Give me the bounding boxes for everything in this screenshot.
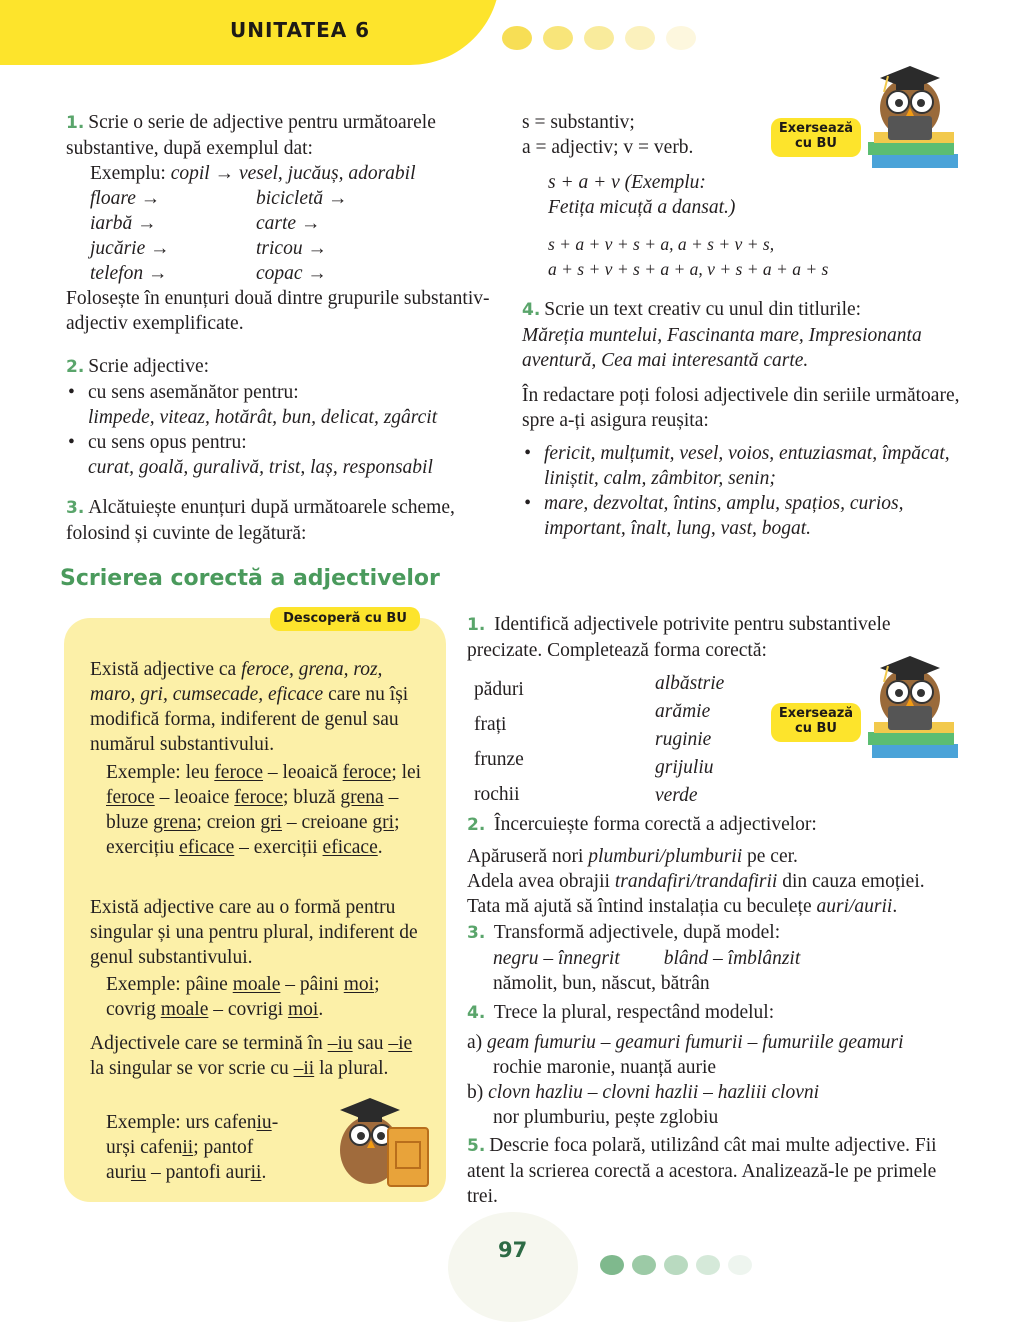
right-exercise-4: 4. Trece la plural, respectând modelul: a) geam fumuriu – geamuri fumurii – fumuriile geamuri rochie maronie, nuanță aurie b) clovn hazliu – clovni hazlii – hazliii clovni nor plumburiu, pește zglobiu [467, 1002, 904, 1128]
page-number: 97 [498, 1238, 528, 1262]
noun-item: iarbă → [90, 213, 157, 234]
exercise-number: 3. [66, 498, 85, 518]
exercise-number: 1. [66, 113, 85, 133]
word-list: limpede, viteaz, hotărât, bun, delicat, zgârcit [88, 407, 438, 428]
footer-dot-5 [728, 1255, 752, 1275]
exercise-text: Scrie adjective: [88, 356, 210, 377]
example-label: Exemplu: [90, 163, 166, 184]
exercise-hint: În redactare poți folosi adjectivele din seriile următoare, spre a-ți asigura reușita: [522, 385, 960, 431]
exercise-4 [522, 297, 962, 541]
adjective-column: albăstrie arămie ruginie grijuliu verde [655, 673, 725, 806]
title-list: Măreția muntelui, Fascinanta mare, Impresionanta aventură, Cea mai interesantă carte. [522, 325, 922, 371]
owl-book-icon [330, 1090, 435, 1196]
noun-item: bicicletă → [256, 188, 348, 209]
bullet-item: • cu sens opus pentru: [66, 430, 496, 455]
footer-dot-2 [632, 1255, 656, 1275]
header-dot-1 [502, 26, 532, 50]
adjective-series: • fericit, mulțumit, vesel, voios, entuziasmat, împăcat, liniștit, calm, zâmbitor, senin; [522, 441, 962, 491]
discover-examples-1: Exemple: leu feroce – leoaică feroce; lei feroce – leoaice feroce; bluză grena – bluze grena; creion gri – creioane gri; exercițiu eficace – exerciții eficace. [106, 762, 422, 858]
discover-paragraph-3: Adjectivele care se termină în –iu sau –ie la singular se vor scrie cu –ii la plural. [90, 1033, 413, 1079]
owl-laptop-icon [858, 652, 968, 764]
right-exercise-3: 3. Transformă adjectivele, după model: negru – înnegrit blând – îmblânzit nămolit, bun, născut, bătrân [467, 922, 801, 994]
adjective-series: • mare, dezvoltat, întins, amplu, spațios, curios, important, înalt, lung, vast, bogat. [522, 491, 962, 541]
exercise-text: Identifică adjectivele potrivite pentru substantivele precizate. Completează forma corectă: [467, 614, 891, 661]
scheme-list: s + a + v + s + a, a + s + v + s, a + s + v + s + a + a, v + s + a + a + s [548, 234, 829, 279]
word-list: curat, goală, guralivă, trist, laș, responsabil [88, 457, 433, 478]
noun-item: tricou → [256, 238, 327, 259]
noun-item: telefon → [90, 263, 168, 284]
scheme-legend: s = substantiv; a = adjectiv; v = verb. [522, 112, 694, 158]
discover-examples-3: Exemple: urs cafeniu- urși cafenii; pantof auriu – pantofi aurii. [106, 1112, 279, 1183]
noun-item: jucărie → [90, 238, 170, 259]
noun-column: păduri frați frunze rochii [474, 679, 524, 805]
exercise-number: 1. [467, 615, 486, 635]
exercise-3 [66, 495, 486, 546]
scheme-example: s + a + v (Exemplu: Fetița micuță a dansat.) [548, 172, 736, 218]
footer-dot-4 [696, 1255, 720, 1275]
section-heading: Scrierea corectă a adjectivelor [60, 566, 440, 591]
owl-laptop-icon [858, 62, 968, 174]
right-exercise-2: 2. Încercuiește forma corectă a adjectivelor: Apăruseră nori plumburi/plumburii pe cer. Adela avea obrajii trandafiri/trandafirii din cauza emoției. Tata mă ajută să întind instalația cu beculețe auri/aurii. [467, 814, 925, 917]
exercise-number: 2. [66, 357, 85, 377]
exercise-1: 1. Scrie o serie de adjective pentru următoarele substantive, după exemplul dat: Exemplu: copil → vesel, jucăuș, adorabil floare → iarbă → jucărie → telefon → bicicletă → carte → tricou → copac → Folosește în enunțuri două dintre grupurile substantiv-adjectiv exemplificate. [66, 110, 496, 336]
exercise-text: Scrie o serie de adjective pentru următoarele substantive, după exemplul dat: [66, 112, 436, 159]
header-dot-3 [584, 26, 614, 50]
unit-title: UNITATEA 6 [230, 18, 371, 42]
noun-item: copac → [256, 263, 327, 284]
descopera-badge: Descoperă cu BU [270, 607, 420, 631]
header-dot-5 [666, 26, 696, 50]
discover-paragraph-1: Există adjective ca feroce, grena, roz, maro, gri, cumsecade, eficace care nu își modifică forma, indiferent de genul sau numărul substantivului. [90, 659, 409, 755]
exercise-2 [66, 354, 496, 480]
exercise-task: Folosește în enunțuri două dintre grupurile substantiv-adjectiv exemplificate. [66, 288, 490, 334]
exercise-number: 4. [522, 300, 541, 320]
footer-dot-1 [600, 1255, 624, 1275]
page-number-blob [448, 1212, 578, 1322]
footer-dot-3 [664, 1255, 688, 1275]
right-exercise-5: 5. Descrie foca polară, utilizând cât mai multe adjective. Fii atent la scrierea corectă a acestora. Analizează-le pe primele trei. [467, 1135, 937, 1207]
header-dot-2 [543, 26, 573, 50]
exercise-text: Scrie un text creativ cu unul din titlurile: [544, 299, 862, 320]
header-dot-4 [625, 26, 655, 50]
exerseaza-badge: Exersează cu BU [771, 703, 861, 742]
discover-paragraph-2: Există adjective care au o formă pentru singular și una pentru plural, indiferent de genul substantivului. [90, 897, 418, 968]
bullet-item: • cu sens asemănător pentru: [66, 380, 496, 405]
example-adjectives: vesel, jucăuș, adorabil [238, 163, 416, 184]
noun-item: carte → [256, 213, 321, 234]
example-noun: copil [170, 163, 210, 184]
exercise-text: Alcătuiește enunțuri după următoarele scheme, folosind și cuvinte de legătură: [66, 497, 455, 544]
noun-item: floare → [90, 188, 161, 209]
discover-examples-2: Exemple: pâine moale – pâini moi; covrig moale – covrigi moi. [106, 974, 380, 1020]
exerseaza-badge: Exersează cu BU [771, 118, 861, 157]
